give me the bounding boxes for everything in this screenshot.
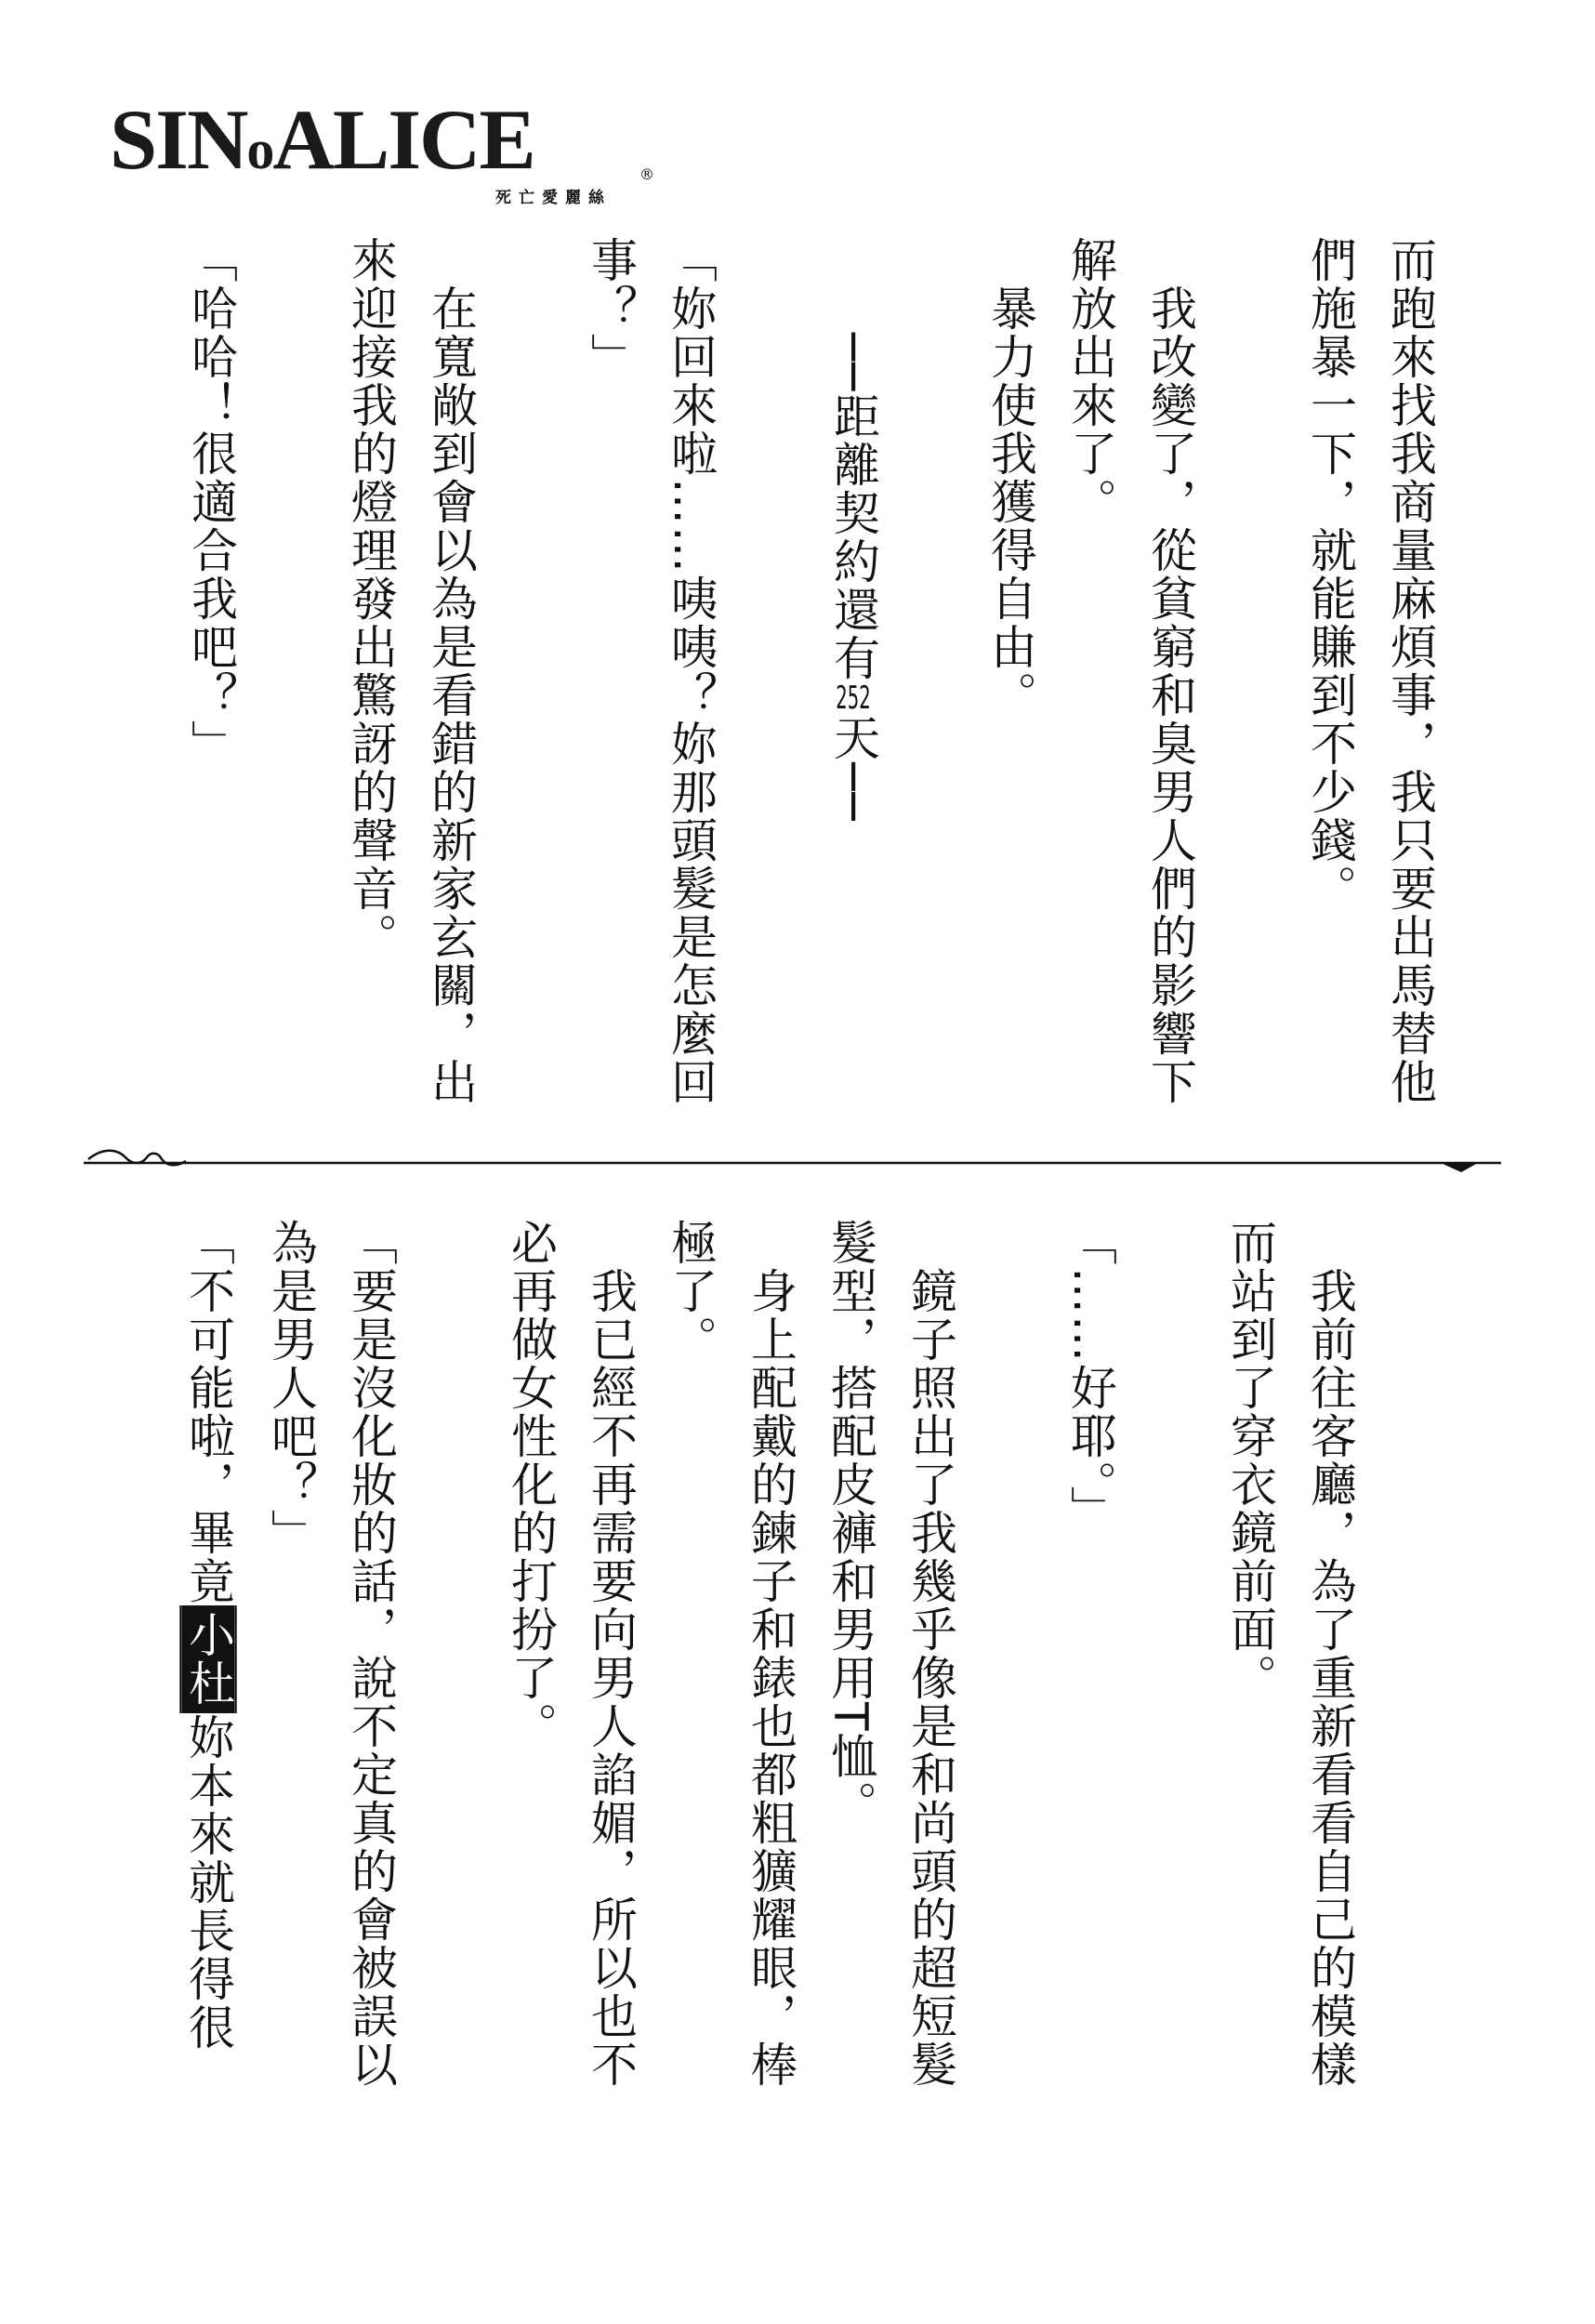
text-column: 鏡子照出了我幾乎像是和尚頭的超短髮 — [903, 1219, 957, 2089]
text-column: 來迎接我的燈理發出驚訝的聲音。 — [344, 236, 398, 961]
chapter-countdown: ──距離契約還有252天── — [826, 236, 880, 823]
section-divider — [84, 1139, 1506, 1185]
text-column: 我已經不再需要向男人諂媚，所以也不 — [584, 1219, 638, 2089]
text-column: 們施暴一下，就能賺到不少錢。 — [1303, 236, 1357, 913]
text-column: 在寬敞到會以為是看錯的新家玄關，出 — [424, 236, 478, 1106]
logo-subtitle: 死亡愛麗絲 — [495, 189, 612, 207]
text-column: 「……好耶。」 — [1063, 1219, 1117, 1534]
text-column: 而跑來找我商量麻煩事，我只要出馬替他 — [1383, 236, 1437, 1106]
text-column: 為是男人吧？」 — [264, 1219, 318, 1557]
text-column: 「哈哈！很適合我吧？」 — [184, 236, 238, 768]
text-column: 必再做女性化的打扮了。 — [504, 1219, 558, 1750]
text-column: 我前往客廳，為了重新看看自己的模樣 — [1303, 1219, 1357, 2089]
countdown-number: 252 — [836, 682, 871, 715]
text-column: 事？」 — [584, 236, 638, 381]
text-column: 解放出來了。 — [1063, 236, 1117, 526]
sinoalice-logo — [110, 93, 667, 205]
registered-mark: ® — [639, 165, 654, 183]
text-column: 「妳回來啦……咦咦？妳那頭髮是怎麼回 — [664, 236, 718, 1106]
text-column: 「不可能啦，畢竟小杜妳本來就長得很 — [181, 1219, 235, 2052]
text-column: 暴力使我獲得自由。 — [983, 236, 1037, 720]
text-column: 而站到了穿衣鏡前面。 — [1223, 1219, 1277, 1702]
character-name-box: 小杜 — [179, 1605, 237, 1713]
text-column: 髮型，搭配皮褲和男用T恤。 — [824, 1219, 877, 1829]
text-column: 身上配戴的鍊子和錶也都粗獷耀眼，棒 — [744, 1219, 798, 2089]
text-column: 我改變了，從貧窮和臭男人們的影響下 — [1143, 236, 1197, 1106]
text-column: 「要是沒化妝的話，說不定真的會被誤以 — [344, 1219, 398, 2089]
text-column: 極了。 — [664, 1219, 718, 1364]
logo-title: SINoALICE — [110, 92, 534, 187]
